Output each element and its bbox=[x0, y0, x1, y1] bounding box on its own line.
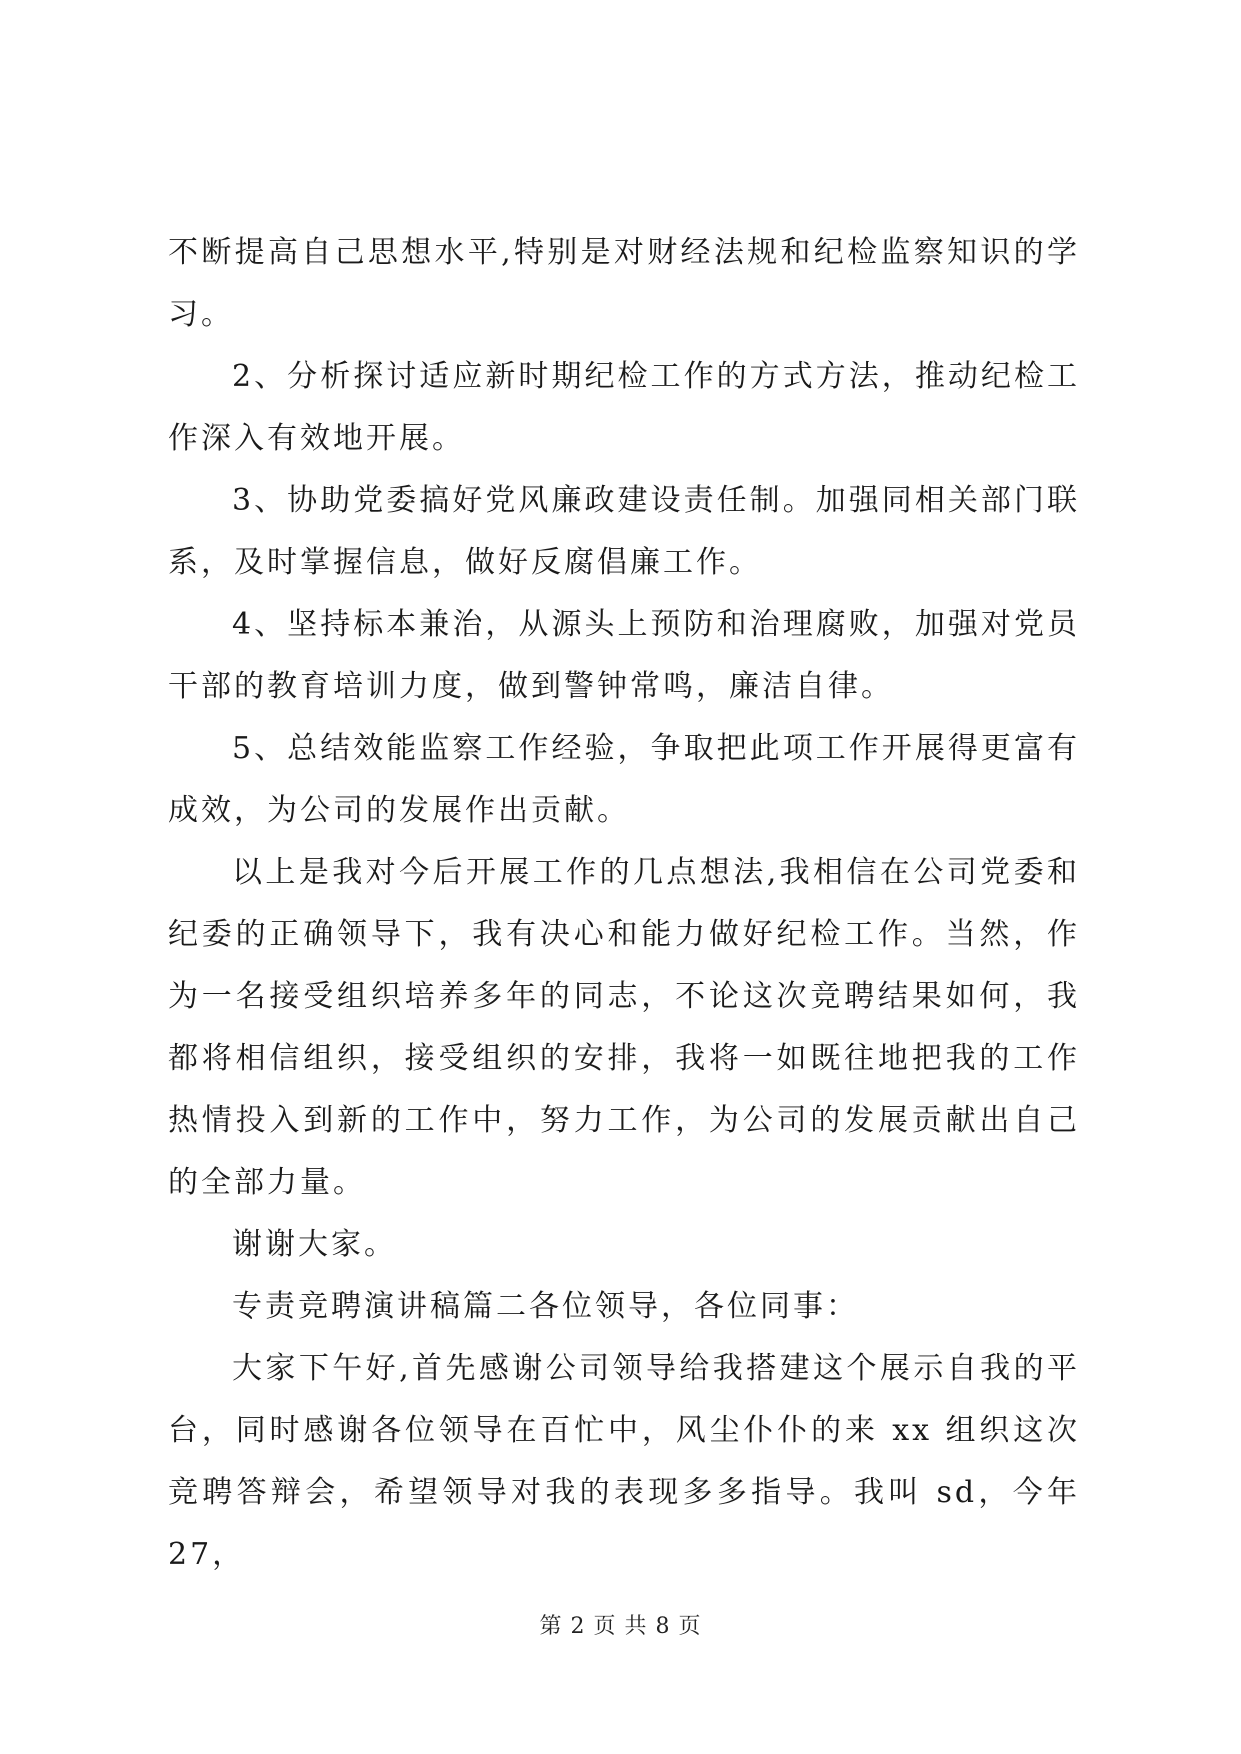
paragraph: 3、协助党委搞好党风廉政建设责任制。加强同相关部门联系，及时掌握信息，做好反腐倡廉工作。 bbox=[168, 483, 1080, 580]
paragraph: 不断提高自己思想水平,特别是对财经法规和纪检监察知识的学习。 bbox=[168, 235, 1080, 332]
document-body bbox=[168, 222, 1080, 1586]
paragraph: 大家下午好,首先感谢公司领导给我搭建这个展示自我的平台，同时感谢各位领导在百忙中，风尘仆仆的来 xx 组织这次竞聘答辩会，希望领导对我的表现多多指导。我叫 sd，今年 27， bbox=[168, 1351, 1080, 1572]
paragraph: 4、坚持标本兼治，从源头上预防和治理腐败，加强对党员干部的教育培训力度，做到警钟常鸣，廉洁自律。 bbox=[168, 607, 1080, 704]
paragraph: 专责竞聘演讲稿篇二各位领导，各位同事： bbox=[232, 1289, 859, 1324]
paragraph: 以上是我对今后开展工作的几点想法,我相信在公司党委和纪委的正确领导下，我有决心和能力做好纪检工作。当然，作为一名接受组织培养多年的同志，不论这次竞聘结果如何，我都将相信组织，接受组织的安排，我将一如既往地把我的工作热情投入到新的工作中，努力工作，为公司的发展贡献出自己的全部力量。 bbox=[168, 855, 1080, 1200]
page-number-footer: 第 2 页 共 8 页 bbox=[539, 1614, 702, 1639]
paragraph: 谢谢大家。 bbox=[232, 1227, 397, 1262]
paragraph: 5、总结效能监察工作经验，争取把此项工作开展得更富有成效，为公司的发展作出贡献。 bbox=[168, 731, 1080, 828]
paragraph: 2、分析探讨适应新时期纪检工作的方式方法，推动纪检工作深入有效地开展。 bbox=[168, 359, 1080, 456]
